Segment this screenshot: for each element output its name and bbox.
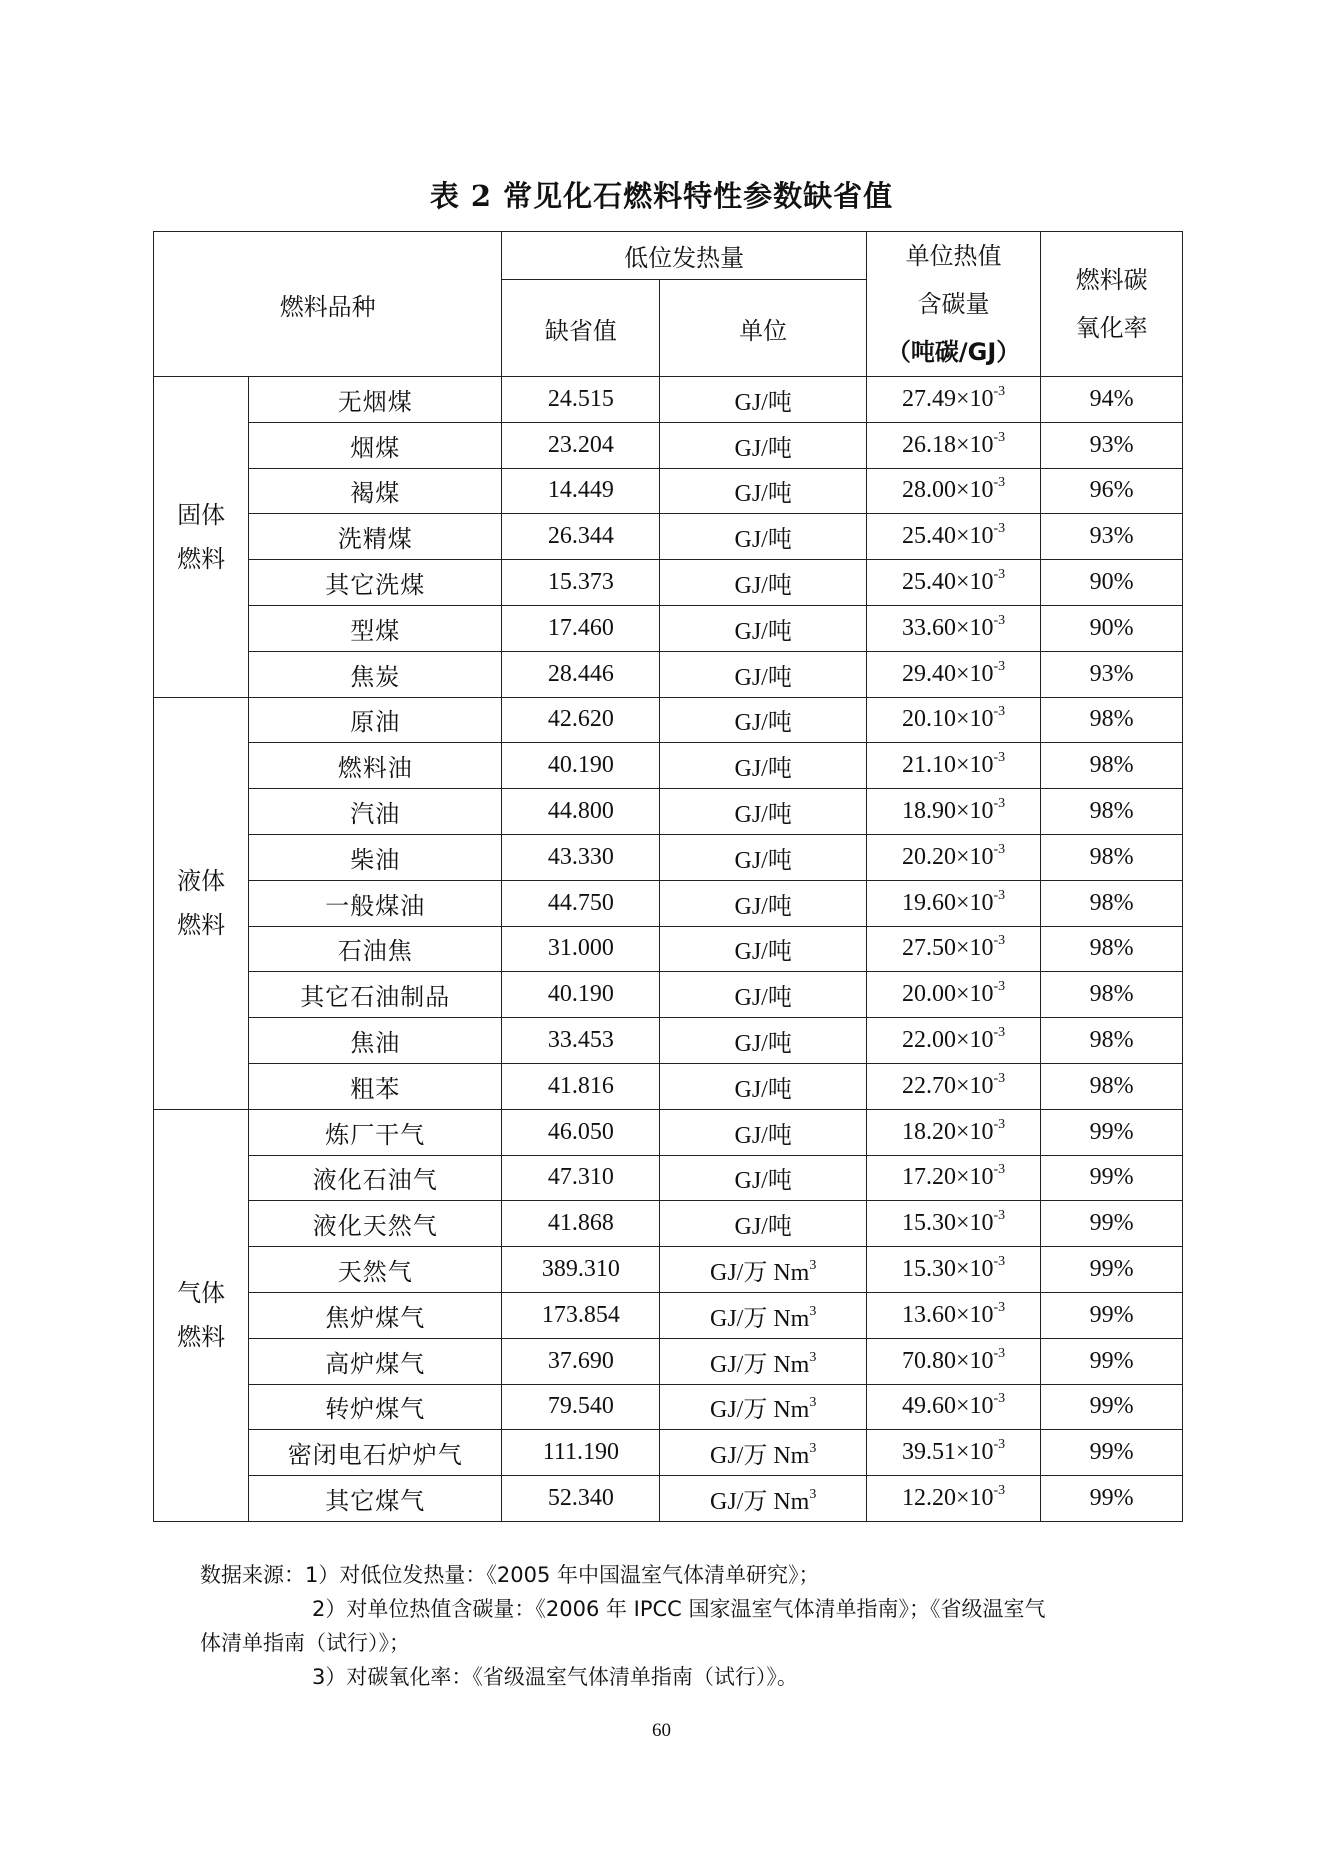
- carbon-content-exponent: -3: [993, 841, 1006, 857]
- note-line-3: 体清单指南（试行）》；: [200, 1631, 410, 1655]
- ncv-default-value: 44.750: [502, 880, 660, 926]
- carbon-content-value: [866, 1247, 1040, 1293]
- ncv-unit-text: GJ/吨: [734, 1031, 792, 1058]
- oxidation-rate-value: 99%: [1041, 1384, 1183, 1430]
- oxidation-rate-value: 99%: [1041, 1338, 1183, 1384]
- ncv-unit: [660, 926, 867, 972]
- header-carbon-content: [866, 232, 1040, 377]
- header-ncv-default: 缺省值: [502, 280, 660, 377]
- carbon-content-base: 15.30: [901, 1210, 956, 1237]
- category-label: [154, 1109, 249, 1521]
- fuel-name: 石油焦: [249, 926, 502, 972]
- carbon-content-value: [866, 560, 1040, 606]
- fuel-name: 原油: [249, 697, 502, 743]
- table-row: [154, 1155, 1183, 1201]
- fuel-name: 天然气: [249, 1247, 502, 1293]
- fuel-name: 粗苯: [249, 1063, 502, 1109]
- header-fuel-type: 燃料品种: [154, 232, 502, 377]
- category-label: [154, 697, 249, 1109]
- carbon-content-exponent: -3: [993, 612, 1006, 628]
- table-row: [154, 926, 1183, 972]
- carbon-content-base: 18.90: [901, 798, 956, 825]
- data-source-notes: [200, 1558, 1140, 1694]
- table-title: 表 2 常见化石燃料特性参数缺省值: [429, 179, 894, 213]
- fuel-name: 洗精煤: [249, 514, 502, 560]
- ncv-unit-text: GJ/万 Nm: [709, 1260, 810, 1287]
- ncv-unit-superscript: 3: [809, 1258, 817, 1274]
- page-number: 60: [652, 1720, 671, 1741]
- carbon-content-value: [866, 1201, 1040, 1247]
- carbon-content-multiplier: ×10: [955, 1210, 994, 1237]
- carbon-content-base: 70.80: [901, 1347, 956, 1374]
- oxidation-rate-value: 99%: [1041, 1476, 1183, 1522]
- carbon-content-base: 49.60: [901, 1393, 956, 1420]
- oxidation-rate-value: 98%: [1041, 834, 1183, 880]
- fuel-name: 汽油: [249, 789, 502, 835]
- carbon-content-exponent: -3: [993, 1070, 1006, 1086]
- table-row: [154, 972, 1183, 1018]
- fuel-parameters-table: [153, 231, 1183, 1522]
- category-label-line1: 液体: [177, 867, 226, 896]
- fuel-name: 焦油: [249, 1018, 502, 1064]
- ncv-unit: [660, 1430, 867, 1476]
- carbon-content-exponent: -3: [993, 383, 1006, 399]
- carbon-content-base: 17.20: [901, 1164, 956, 1191]
- carbon-content-exponent: -3: [993, 521, 1006, 537]
- ncv-unit-text: GJ/吨: [734, 1214, 792, 1241]
- carbon-content-exponent: -3: [993, 1208, 1006, 1224]
- ncv-unit: [660, 1201, 867, 1247]
- fuel-name: 褐煤: [249, 468, 502, 514]
- ncv-default-value: 40.190: [502, 972, 660, 1018]
- carbon-content-exponent: -3: [993, 1254, 1006, 1270]
- ncv-default-value: 14.449: [502, 468, 660, 514]
- carbon-content-multiplier: ×10: [955, 660, 994, 687]
- ncv-unit: [660, 605, 867, 651]
- carbon-content-value: [866, 377, 1040, 423]
- carbon-content-exponent: -3: [993, 933, 1006, 949]
- ncv-default-value: 46.050: [502, 1109, 660, 1155]
- carbon-content-exponent: -3: [993, 1116, 1006, 1132]
- ncv-default-value: 43.330: [502, 834, 660, 880]
- ncv-unit-text: GJ/万 Nm: [709, 1489, 810, 1516]
- carbon-content-exponent: -3: [993, 1345, 1006, 1361]
- ncv-unit: [660, 468, 867, 514]
- ncv-default-value: 173.854: [502, 1292, 660, 1338]
- fuel-name: 焦炉煤气: [249, 1292, 502, 1338]
- oxidation-rate-value: 99%: [1041, 1155, 1183, 1201]
- carbon-content-exponent: -3: [993, 567, 1006, 583]
- ncv-unit-text: GJ/吨: [734, 985, 792, 1012]
- header-carbon-content-line1: 单位热值: [905, 242, 1002, 270]
- carbon-content-base: 19.60: [901, 889, 956, 916]
- oxidation-rate-value: 93%: [1041, 514, 1183, 560]
- ncv-unit-text: GJ/吨: [734, 802, 792, 829]
- ncv-unit: [660, 1476, 867, 1522]
- carbon-content-exponent: -3: [993, 979, 1006, 995]
- carbon-content-exponent: -3: [993, 1299, 1006, 1315]
- ncv-default-value: 24.515: [502, 377, 660, 423]
- ncv-unit: [660, 560, 867, 606]
- carbon-content-exponent: -3: [993, 1391, 1006, 1407]
- ncv-unit-text: GJ/吨: [734, 939, 792, 966]
- ncv-default-value: 79.540: [502, 1384, 660, 1430]
- ncv-unit: [660, 972, 867, 1018]
- ncv-unit: [660, 834, 867, 880]
- carbon-content-exponent: -3: [993, 750, 1006, 766]
- table-row: [154, 605, 1183, 651]
- carbon-content-multiplier: ×10: [955, 798, 994, 825]
- carbon-content-base: 20.00: [901, 981, 956, 1008]
- ncv-unit: [660, 1292, 867, 1338]
- ncv-default-value: 40.190: [502, 743, 660, 789]
- carbon-content-base: 29.40: [901, 660, 956, 687]
- table-row: [154, 789, 1183, 835]
- oxidation-rate-value: 99%: [1041, 1201, 1183, 1247]
- carbon-content-exponent: -3: [993, 1437, 1006, 1453]
- table-row: [154, 1201, 1183, 1247]
- ncv-unit-superscript: 3: [809, 1487, 817, 1503]
- ncv-unit-text: GJ/万 Nm: [709, 1351, 810, 1378]
- carbon-content-multiplier: ×10: [955, 981, 994, 1008]
- ncv-unit-text: GJ/吨: [734, 573, 792, 600]
- ncv-unit-text: GJ/吨: [734, 893, 792, 920]
- carbon-content-base: 27.50: [901, 935, 956, 962]
- fuel-name: 其它煤气: [249, 1476, 502, 1522]
- oxidation-rate-value: 98%: [1041, 972, 1183, 1018]
- ncv-unit-superscript: 3: [809, 1441, 817, 1457]
- ncv-unit: [660, 377, 867, 423]
- carbon-content-value: [866, 1292, 1040, 1338]
- ncv-unit-text: GJ/万 Nm: [709, 1397, 810, 1424]
- ncv-default-value: 28.446: [502, 651, 660, 697]
- fuel-name: 烟煤: [249, 422, 502, 468]
- carbon-content-base: 39.51: [901, 1439, 956, 1466]
- ncv-default-value: 37.690: [502, 1338, 660, 1384]
- ncv-default-value: 33.453: [502, 1018, 660, 1064]
- ncv-unit-text: GJ/万 Nm: [709, 1305, 810, 1332]
- carbon-content-multiplier: ×10: [955, 1301, 994, 1328]
- table-row: [154, 1292, 1183, 1338]
- carbon-content-multiplier: ×10: [955, 1027, 994, 1054]
- category-label-line2: 燃料: [177, 544, 226, 573]
- fuel-name: 高炉煤气: [249, 1338, 502, 1384]
- header-ncv-group: 低位发热量: [502, 232, 867, 280]
- ncv-unit-text: GJ/吨: [734, 756, 792, 783]
- carbon-content-base: 25.40: [901, 523, 956, 550]
- oxidation-rate-value: 98%: [1041, 697, 1183, 743]
- carbon-content-multiplier: ×10: [955, 523, 994, 550]
- category-label-line1: 固体: [177, 500, 226, 529]
- category-label: [154, 377, 249, 698]
- fuel-name: 型煤: [249, 605, 502, 651]
- table-row: [154, 651, 1183, 697]
- carbon-content-base: 15.30: [901, 1256, 956, 1283]
- carbon-content-exponent: -3: [993, 475, 1006, 491]
- ncv-default-value: 17.460: [502, 605, 660, 651]
- carbon-content-value: [866, 1338, 1040, 1384]
- oxidation-rate-value: 99%: [1041, 1292, 1183, 1338]
- table-row: [154, 1247, 1183, 1293]
- oxidation-rate-value: 90%: [1041, 560, 1183, 606]
- ncv-default-value: 389.310: [502, 1247, 660, 1293]
- ncv-unit-superscript: 3: [809, 1349, 817, 1365]
- ncv-unit-text: GJ/吨: [734, 847, 792, 874]
- carbon-content-base: 26.18: [901, 431, 956, 458]
- oxidation-rate-value: 98%: [1041, 880, 1183, 926]
- fuel-name: 柴油: [249, 834, 502, 880]
- ncv-default-value: 41.816: [502, 1063, 660, 1109]
- carbon-content-exponent: -3: [993, 658, 1006, 674]
- carbon-content-value: [866, 789, 1040, 835]
- oxidation-rate-value: 98%: [1041, 1063, 1183, 1109]
- ncv-default-value: 47.310: [502, 1155, 660, 1201]
- fuel-name: 燃料油: [249, 743, 502, 789]
- carbon-content-multiplier: ×10: [955, 935, 994, 962]
- carbon-content-multiplier: ×10: [955, 1439, 994, 1466]
- oxidation-rate-value: 93%: [1041, 422, 1183, 468]
- ncv-unit-text: GJ/吨: [734, 1122, 792, 1149]
- ncv-default-value: 42.620: [502, 697, 660, 743]
- note-line-1: 数据来源：1）对低位发热量：《2005 年中国温室气体清单研究》；: [200, 1563, 820, 1587]
- carbon-content-value: [866, 514, 1040, 560]
- carbon-content-value: [866, 1476, 1040, 1522]
- oxidation-rate-value: 98%: [1041, 789, 1183, 835]
- carbon-content-base: 13.60: [901, 1301, 956, 1328]
- carbon-content-multiplier: ×10: [955, 1393, 994, 1420]
- note-line-2: 2）对单位热值含碳量：《2006 年 IPCC 国家温室气体清单指南》；《省级温室气: [312, 1597, 1046, 1621]
- oxidation-rate-value: 96%: [1041, 468, 1183, 514]
- table-row: [154, 1109, 1183, 1155]
- ncv-default-value: 31.000: [502, 926, 660, 972]
- carbon-content-exponent: -3: [993, 796, 1006, 812]
- carbon-content-base: 22.70: [901, 1072, 956, 1099]
- carbon-content-base: 25.40: [901, 569, 956, 596]
- ncv-default-value: 52.340: [502, 1476, 660, 1522]
- ncv-unit: [660, 1063, 867, 1109]
- table-row: [154, 743, 1183, 789]
- carbon-content-exponent: -3: [993, 429, 1006, 445]
- category-label-line1: 气体: [177, 1279, 226, 1308]
- fuel-name: 一般煤油: [249, 880, 502, 926]
- carbon-content-multiplier: ×10: [955, 1256, 994, 1283]
- ncv-unit: [660, 1247, 867, 1293]
- carbon-content-base: 33.60: [901, 614, 956, 641]
- carbon-content-multiplier: ×10: [955, 752, 994, 779]
- carbon-content-multiplier: ×10: [955, 1164, 994, 1191]
- carbon-content-multiplier: ×10: [955, 889, 994, 916]
- header-carbon-content-line2: 含碳量: [917, 290, 990, 318]
- table-row: [154, 514, 1183, 560]
- oxidation-rate-value: 98%: [1041, 743, 1183, 789]
- carbon-content-exponent: -3: [993, 887, 1006, 903]
- table-row: [154, 697, 1183, 743]
- carbon-content-value: [866, 1384, 1040, 1430]
- table-row: [154, 834, 1183, 880]
- note-line-4: 3）对碳氧化率：《省级温室气体清单指南（试行）》。: [312, 1665, 798, 1689]
- carbon-content-multiplier: ×10: [955, 431, 994, 458]
- oxidation-rate-value: 99%: [1041, 1109, 1183, 1155]
- oxidation-rate-value: 99%: [1041, 1430, 1183, 1476]
- carbon-content-exponent: -3: [993, 1162, 1006, 1178]
- ncv-default-value: 111.190: [502, 1430, 660, 1476]
- carbon-content-value: [866, 834, 1040, 880]
- carbon-content-multiplier: ×10: [955, 706, 994, 733]
- ncv-unit: [660, 1155, 867, 1201]
- table-body: [154, 377, 1183, 1522]
- carbon-content-base: 28.00: [901, 477, 956, 504]
- carbon-content-multiplier: ×10: [955, 1347, 994, 1374]
- ncv-unit: [660, 422, 867, 468]
- carbon-content-multiplier: ×10: [955, 1118, 994, 1145]
- oxidation-rate-value: 93%: [1041, 651, 1183, 697]
- table-row: [154, 468, 1183, 514]
- carbon-content-value: [866, 1018, 1040, 1064]
- carbon-content-base: 12.20: [901, 1485, 956, 1512]
- carbon-content-value: [866, 1063, 1040, 1109]
- header-oxidation-rate: [1041, 232, 1183, 377]
- fuel-name: 炼厂干气: [249, 1109, 502, 1155]
- table-row: [154, 1476, 1183, 1522]
- ncv-default-value: 26.344: [502, 514, 660, 560]
- carbon-content-value: [866, 926, 1040, 972]
- header-carbon-content-line3: （吨碳/GJ）: [886, 338, 1021, 366]
- table-row: [154, 1063, 1183, 1109]
- carbon-content-base: 27.49: [901, 385, 956, 412]
- ncv-default-value: 41.868: [502, 1201, 660, 1247]
- ncv-unit-text: GJ/吨: [734, 527, 792, 554]
- ncv-unit-text: GJ/吨: [734, 481, 792, 508]
- carbon-content-multiplier: ×10: [955, 477, 994, 504]
- carbon-content-value: [866, 1430, 1040, 1476]
- carbon-content-exponent: -3: [993, 1483, 1006, 1499]
- table-header: [154, 232, 1183, 377]
- carbon-content-value: [866, 972, 1040, 1018]
- ncv-default-value: 23.204: [502, 422, 660, 468]
- carbon-content-multiplier: ×10: [955, 1485, 994, 1512]
- fuel-name: 无烟煤: [249, 377, 502, 423]
- header-oxidation-line2: 氧化率: [1075, 314, 1148, 342]
- ncv-default-value: 44.800: [502, 789, 660, 835]
- ncv-unit: [660, 1018, 867, 1064]
- ncv-unit-superscript: 3: [809, 1395, 817, 1411]
- carbon-content-value: [866, 743, 1040, 789]
- carbon-content-value: [866, 880, 1040, 926]
- ncv-unit: [660, 514, 867, 560]
- oxidation-rate-value: 98%: [1041, 1018, 1183, 1064]
- carbon-content-multiplier: ×10: [955, 1072, 994, 1099]
- oxidation-rate-value: 90%: [1041, 605, 1183, 651]
- ncv-unit: [660, 651, 867, 697]
- carbon-content-multiplier: ×10: [955, 385, 994, 412]
- carbon-content-value: [866, 1109, 1040, 1155]
- carbon-content-value: [866, 605, 1040, 651]
- ncv-unit: [660, 1338, 867, 1384]
- ncv-unit-text: GJ/吨: [734, 710, 792, 737]
- ncv-unit-text: GJ/吨: [734, 618, 792, 645]
- ncv-unit-text: GJ/吨: [734, 435, 792, 462]
- carbon-content-base: 18.20: [901, 1118, 956, 1145]
- fuel-name: 液化石油气: [249, 1155, 502, 1201]
- table-row: [154, 560, 1183, 606]
- fuel-name: 焦炭: [249, 651, 502, 697]
- fuel-name: 液化天然气: [249, 1201, 502, 1247]
- oxidation-rate-value: 94%: [1041, 377, 1183, 423]
- table-row: [154, 1430, 1183, 1476]
- carbon-content-value: [866, 422, 1040, 468]
- oxidation-rate-value: 98%: [1041, 926, 1183, 972]
- table-row: [154, 1384, 1183, 1430]
- carbon-content-base: 20.10: [901, 706, 956, 733]
- fuel-name: 密闭电石炉炉气: [249, 1430, 502, 1476]
- fuel-name: 转炉煤气: [249, 1384, 502, 1430]
- ncv-unit-text: GJ/吨: [734, 389, 792, 416]
- carbon-content-value: [866, 697, 1040, 743]
- carbon-content-value: [866, 651, 1040, 697]
- table-row: [154, 377, 1183, 423]
- ncv-unit-text: GJ/吨: [734, 1168, 792, 1195]
- ncv-unit: [660, 1109, 867, 1155]
- ncv-unit-text: GJ/吨: [734, 664, 792, 691]
- table-row: [154, 1018, 1183, 1064]
- table-row: [154, 880, 1183, 926]
- ncv-unit-text: GJ/万 Nm: [709, 1443, 810, 1470]
- ncv-unit: [660, 880, 867, 926]
- ncv-default-value: 15.373: [502, 560, 660, 606]
- carbon-content-value: [866, 468, 1040, 514]
- ncv-unit: [660, 1384, 867, 1430]
- fuel-name: 其它石油制品: [249, 972, 502, 1018]
- category-label-line2: 燃料: [177, 1323, 226, 1352]
- carbon-content-multiplier: ×10: [955, 843, 994, 870]
- oxidation-rate-value: 99%: [1041, 1247, 1183, 1293]
- table-row: [154, 1338, 1183, 1384]
- header-ncv-unit: 单位: [660, 280, 867, 377]
- carbon-content-base: 20.20: [901, 843, 956, 870]
- ncv-unit: [660, 743, 867, 789]
- carbon-content-exponent: -3: [993, 704, 1006, 720]
- table-row: [154, 422, 1183, 468]
- ncv-unit-text: GJ/吨: [734, 1076, 792, 1103]
- carbon-content-exponent: -3: [993, 1025, 1006, 1041]
- carbon-content-multiplier: ×10: [955, 569, 994, 596]
- ncv-unit: [660, 697, 867, 743]
- ncv-unit: [660, 789, 867, 835]
- carbon-content-multiplier: ×10: [955, 614, 994, 641]
- category-label-line2: 燃料: [177, 911, 226, 940]
- carbon-content-base: 21.10: [901, 752, 956, 779]
- carbon-content-base: 22.00: [901, 1027, 956, 1054]
- ncv-unit-superscript: 3: [809, 1303, 817, 1319]
- header-oxidation-line1: 燃料碳: [1075, 266, 1148, 294]
- carbon-content-value: [866, 1155, 1040, 1201]
- fuel-name: 其它洗煤: [249, 560, 502, 606]
